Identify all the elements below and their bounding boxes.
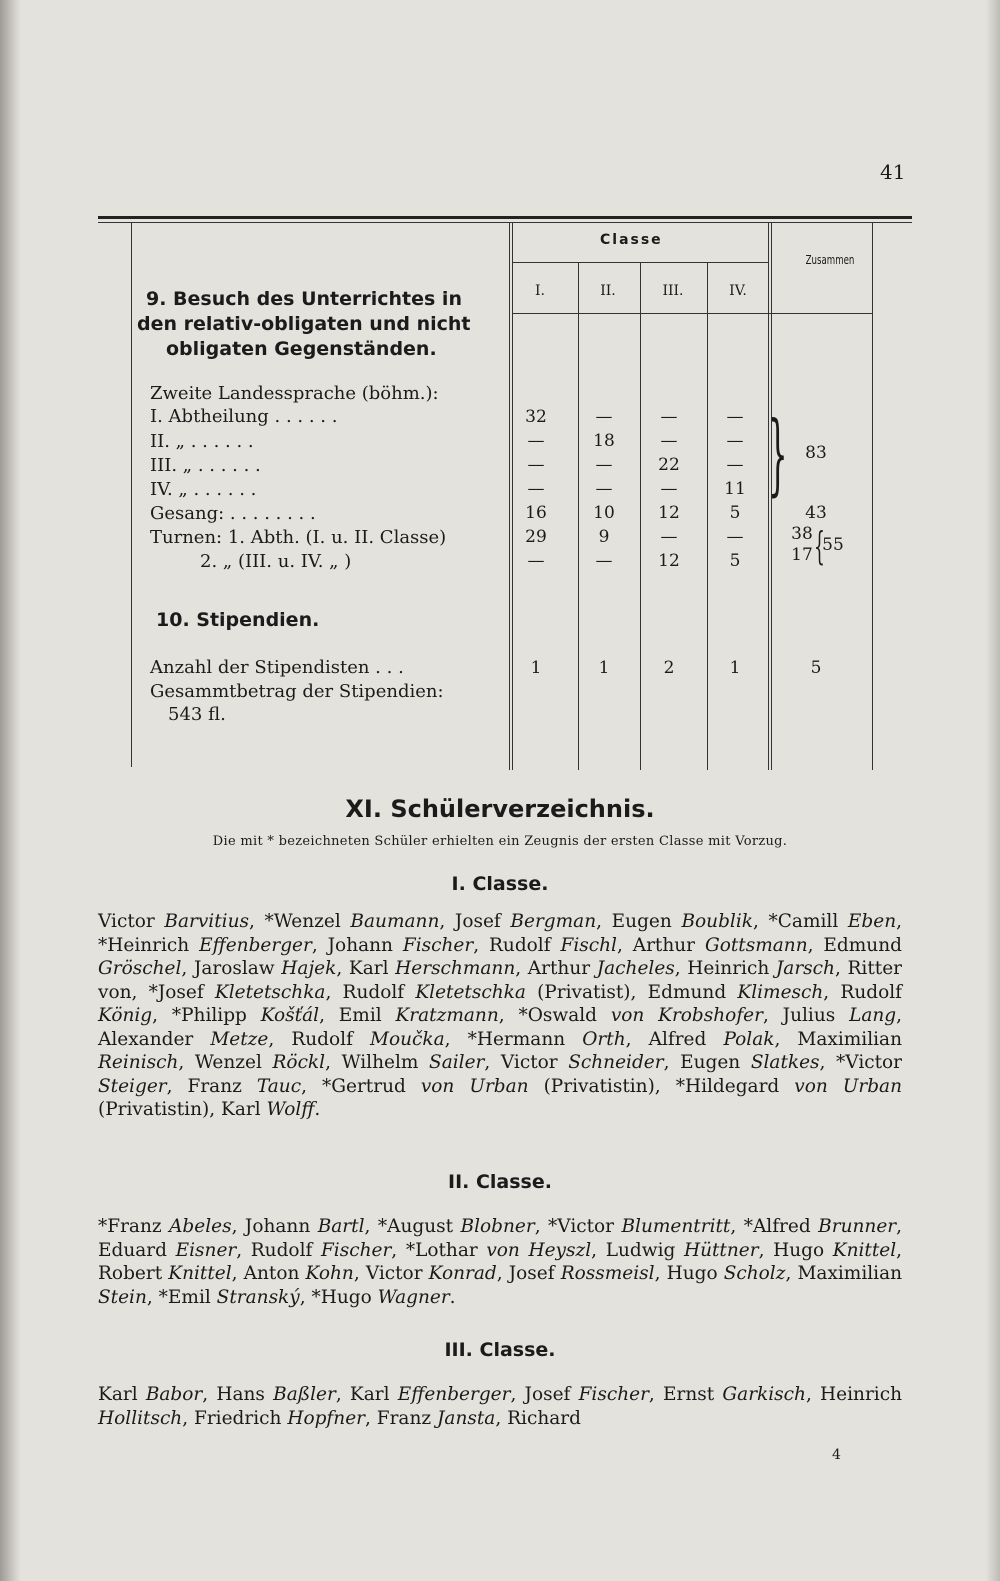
row-label: I. Abtheilung . . . . . . bbox=[150, 406, 338, 427]
student-surname: Bartl bbox=[317, 1216, 365, 1237]
total-turnen-2: 17 bbox=[791, 545, 813, 565]
student-entry: Johann Bartl, bbox=[244, 1216, 378, 1237]
student-surname: Orth bbox=[582, 1028, 626, 1050]
student-entry: Jaroslaw Hajek, bbox=[193, 958, 349, 979]
cell: — bbox=[660, 527, 678, 547]
student-surname: Stranský bbox=[216, 1286, 300, 1308]
cell: — bbox=[660, 431, 678, 451]
student-surname: Metze bbox=[210, 1028, 269, 1050]
student-surname: Fischer bbox=[320, 1239, 392, 1261]
student-surname: Jacheles bbox=[596, 958, 675, 979]
student-entry: Rudolf Fischl, bbox=[488, 934, 633, 956]
signature-mark: 4 bbox=[832, 1447, 841, 1463]
student-entry: Arthur Gottsmann, bbox=[632, 934, 824, 956]
student-entry: Richard bbox=[507, 1407, 581, 1429]
row-label: Gesang: . . . . . . . . bbox=[150, 503, 316, 524]
class2-title: II. Classe. bbox=[448, 1171, 552, 1193]
student-surname: Moučka bbox=[370, 1028, 445, 1050]
student-entry: *Heinrich Effenberger, bbox=[98, 934, 328, 956]
student-entry: Josef Rossmeisl, bbox=[508, 1263, 667, 1284]
student-entry: Wenzel Röckl, bbox=[194, 1052, 342, 1073]
student-entry: Johann Fischer, bbox=[327, 934, 489, 956]
page-number: 41 bbox=[880, 160, 906, 184]
student-surname: Blobner bbox=[460, 1216, 535, 1237]
student-entry: *Hildegard von Urban (Privatistin), bbox=[98, 1075, 903, 1120]
cell: 22 bbox=[658, 455, 680, 475]
cell: 16 bbox=[525, 503, 547, 523]
student-surname: Wagner bbox=[377, 1286, 450, 1308]
student-entry: Hugo Scholz, bbox=[666, 1263, 798, 1284]
cell: 12 bbox=[658, 551, 680, 571]
brace-turnen: { bbox=[814, 524, 825, 568]
stip-cell: 1 bbox=[729, 658, 741, 678]
student-entry: *Wenzel Baumann, bbox=[264, 911, 455, 932]
col-header-4: IV. bbox=[729, 283, 747, 299]
student-entry: Hans Baßler, bbox=[216, 1384, 350, 1405]
table-divider-col3 bbox=[640, 262, 641, 770]
student-entry: Ernst Garkisch, bbox=[663, 1384, 821, 1405]
table-divider-col2 bbox=[578, 262, 579, 770]
cell: — bbox=[726, 407, 744, 427]
col-header-1: I. bbox=[535, 283, 545, 299]
student-entry: Victor Schneider, bbox=[500, 1052, 681, 1073]
student-surname: Tauc bbox=[256, 1075, 302, 1097]
student-surname: Babor bbox=[145, 1384, 203, 1405]
table-top-rule bbox=[98, 216, 912, 219]
total-languages: 83 bbox=[805, 443, 827, 463]
student-surname: von Urban bbox=[420, 1075, 529, 1097]
cell: — bbox=[527, 479, 545, 499]
brace-languages: } bbox=[768, 402, 788, 505]
student-surname: Lang bbox=[849, 1005, 897, 1026]
cell: — bbox=[527, 431, 545, 451]
cell: — bbox=[726, 527, 744, 547]
student-entry: *Josef Kletetschka, bbox=[148, 981, 343, 1003]
student-surname: Gröschel bbox=[98, 958, 182, 979]
cell: — bbox=[595, 551, 613, 571]
cell: 9 bbox=[598, 527, 610, 547]
student-surname: von Urban bbox=[794, 1075, 903, 1097]
class1-title: I. Classe. bbox=[451, 873, 549, 895]
student-surname: Hüttner bbox=[683, 1239, 759, 1261]
betrag-amount: 543 fl. bbox=[168, 704, 226, 725]
section9-title-1: 9. Besuch des Unterrichtes in bbox=[146, 288, 462, 310]
student-entry: *Oswald von Krobshofer, bbox=[518, 1005, 783, 1026]
student-surname: Gottsmann bbox=[704, 934, 808, 956]
class2-student-list bbox=[98, 1215, 902, 1309]
student-surname: Boublik bbox=[681, 911, 753, 932]
student-surname: Barvitius bbox=[164, 911, 249, 932]
row-label: 2. „ (III. u. IV. „ ) bbox=[200, 551, 352, 572]
col-header-3: III. bbox=[662, 283, 684, 299]
total-header: Zusammen bbox=[805, 253, 855, 267]
section10-title: 10. Stipendien. bbox=[156, 609, 320, 631]
student-surname: Effenberger bbox=[199, 934, 312, 956]
student-surname: Blumentritt bbox=[621, 1216, 731, 1237]
student-surname: von Heyszl bbox=[486, 1239, 592, 1261]
student-entry: *Franz Abeles, bbox=[98, 1216, 245, 1237]
student-entry: Rudolf Kletetschka (Privatist), bbox=[342, 981, 648, 1003]
student-surname: Kletetschka bbox=[214, 981, 326, 1003]
section9-title-3: obligaten Gegenständen. bbox=[166, 338, 437, 360]
student-entry: Anton Kohn, bbox=[243, 1263, 366, 1284]
table-right-border bbox=[872, 222, 873, 770]
student-surname: Scholz bbox=[723, 1263, 786, 1284]
student-entry: Alfred Polak, bbox=[648, 1028, 798, 1050]
student-surname: Slatkes bbox=[750, 1052, 820, 1073]
student-entry: Karl Wolff. bbox=[221, 1099, 321, 1120]
student-surname: Herschmann bbox=[395, 958, 516, 979]
total-gesang: 43 bbox=[805, 503, 827, 523]
student-entry: Eduard Eisner, bbox=[98, 1239, 251, 1261]
student-entry: *Camill Eben, bbox=[768, 911, 903, 932]
student-surname: Stein bbox=[98, 1286, 147, 1308]
student-surname: Reinisch bbox=[98, 1052, 179, 1073]
student-surname: Hopfner bbox=[287, 1407, 365, 1429]
section11-note: Die mit * bezeichneten Schüler erhielten ein Zeugnis der ersten Classe mit Vorzug. bbox=[212, 834, 788, 849]
cell: 18 bbox=[593, 431, 615, 451]
student-entry: Heinrich Jarsch, Ritter von, bbox=[98, 958, 902, 1003]
student-surname: Steiger bbox=[98, 1075, 167, 1097]
student-surname: Wolff bbox=[266, 1099, 315, 1120]
student-surname: König bbox=[98, 1005, 153, 1026]
cell: — bbox=[660, 479, 678, 499]
table-classe-rule bbox=[512, 262, 768, 263]
student-entry: Victor Barvitius, bbox=[98, 911, 265, 932]
total-turnen-1: 38 bbox=[791, 524, 813, 544]
betrag-label: Gesammtbetrag der Stipendien: bbox=[150, 681, 444, 702]
student-entry: *Hermann Orth, bbox=[467, 1028, 649, 1050]
student-surname: Sailer bbox=[429, 1052, 485, 1073]
table-top-rule-thin bbox=[98, 222, 912, 223]
student-entry: Maximilian Stein, bbox=[98, 1263, 903, 1308]
cell: — bbox=[527, 551, 545, 571]
student-surname: Kohn bbox=[305, 1263, 354, 1284]
student-surname: Kratzmann bbox=[395, 1005, 499, 1026]
student-entry: Eugen Slatkes, bbox=[680, 1052, 837, 1073]
class1-student-list bbox=[98, 910, 902, 1122]
student-surname: von Krobshofer bbox=[610, 1005, 763, 1026]
table-divider-label-2 bbox=[512, 222, 513, 770]
student-entry: Edmund Gröschel, bbox=[98, 934, 902, 979]
table-divider-label bbox=[509, 222, 510, 770]
zweite-label: Zweite Landessprache (böhm.): bbox=[150, 383, 439, 404]
student-entry: *Alfred Brunner, bbox=[743, 1216, 903, 1237]
cell: — bbox=[726, 431, 744, 451]
student-surname: Brunner bbox=[818, 1216, 897, 1237]
student-entry: Ludwig Hüttner, bbox=[605, 1239, 774, 1261]
student-surname: Knittel bbox=[832, 1239, 897, 1261]
student-entry: Karl Herschmann, bbox=[348, 958, 528, 979]
cell: 29 bbox=[525, 527, 547, 547]
cell: — bbox=[527, 455, 545, 475]
table-left-border bbox=[131, 222, 132, 767]
student-surname: Bergman bbox=[510, 911, 597, 932]
student-surname: Polak bbox=[723, 1028, 775, 1050]
student-entry: Wilhelm Sailer, bbox=[341, 1052, 501, 1073]
stip-cell: 1 bbox=[598, 658, 610, 678]
student-surname: Garkisch bbox=[722, 1384, 806, 1405]
classe-header: Classe bbox=[600, 232, 663, 248]
student-surname: Fischer bbox=[402, 934, 474, 956]
section9-title-2: den relativ-obligaten und nicht bbox=[137, 313, 471, 335]
student-surname: Eben bbox=[847, 911, 897, 932]
student-entry: Rudolf Fischer, bbox=[250, 1239, 406, 1261]
table-header-rule bbox=[512, 313, 872, 314]
row-label: Turnen: 1. Abth. (I. u. II. Classe) bbox=[150, 527, 447, 548]
student-surname: Baumann bbox=[350, 911, 440, 932]
student-entry: Julius Lang, bbox=[782, 1005, 903, 1026]
student-entry: Karl Effenberger, bbox=[349, 1384, 525, 1405]
student-entry: Arthur Jacheles, bbox=[527, 958, 688, 979]
student-entry: Robert Knittel, bbox=[98, 1263, 244, 1284]
class3-title: III. Classe. bbox=[444, 1339, 556, 1361]
stip-label: Anzahl der Stipendisten . . . bbox=[150, 657, 404, 678]
cell: 5 bbox=[729, 551, 741, 571]
cell: 10 bbox=[593, 503, 615, 523]
stip-cell: 2 bbox=[663, 658, 675, 678]
student-entry: Karl Babor, bbox=[98, 1384, 217, 1405]
cell: 11 bbox=[724, 479, 746, 499]
stip-total: 5 bbox=[810, 658, 822, 678]
student-surname: Effenberger bbox=[397, 1384, 511, 1405]
student-surname: Fischer bbox=[578, 1384, 649, 1405]
student-surname: Jansta bbox=[437, 1407, 496, 1429]
student-entry: Friedrich Hopfner, bbox=[194, 1407, 377, 1429]
col-header-2: II. bbox=[600, 283, 616, 299]
student-surname: Röckl bbox=[272, 1052, 326, 1073]
cell: 5 bbox=[729, 503, 741, 523]
student-surname: Klimesch bbox=[737, 981, 824, 1003]
student-entry: Rudolf Moučka, bbox=[291, 1028, 468, 1050]
student-surname: Baßler bbox=[273, 1384, 336, 1405]
cell: — bbox=[595, 455, 613, 475]
cell: 32 bbox=[525, 407, 547, 427]
student-surname: Hajek bbox=[281, 958, 337, 979]
student-surname: Schneider bbox=[568, 1052, 664, 1073]
class3-student-list bbox=[98, 1383, 902, 1430]
student-entry: Hugo Knittel, bbox=[773, 1239, 903, 1261]
student-entry: Edmund Klimesch, bbox=[647, 981, 841, 1003]
student-surname: Rossmeisl bbox=[560, 1263, 655, 1284]
student-entry: *Gertrud von Urban (Privatistin), bbox=[321, 1075, 676, 1097]
student-entry: Rudolf König, bbox=[98, 981, 902, 1026]
student-entry: *August Blobner, bbox=[377, 1216, 549, 1237]
student-surname: Košťál bbox=[260, 1005, 320, 1026]
student-entry: Franz Tauc, bbox=[187, 1075, 322, 1097]
total-turnen: 55 bbox=[822, 535, 844, 555]
student-entry: *Hugo Wagner. bbox=[311, 1286, 456, 1308]
student-entry: Heinrich Hollitsch, bbox=[98, 1384, 902, 1429]
student-surname: Abeles bbox=[169, 1216, 232, 1237]
student-surname: Eisner bbox=[175, 1239, 237, 1261]
student-entry: Emil Kratzmann, bbox=[338, 1005, 519, 1026]
student-entry: Franz Jansta, bbox=[376, 1407, 508, 1429]
student-entry: Josef Bergman, bbox=[454, 911, 612, 932]
student-entry: Josef Fischer, bbox=[524, 1384, 663, 1405]
student-entry: *Philipp Košťál, bbox=[171, 1005, 339, 1026]
student-entry: Maximilian Reinisch, bbox=[98, 1028, 902, 1073]
student-surname: Fischl bbox=[560, 934, 617, 956]
student-entry: *Victor Blumentritt, bbox=[548, 1216, 744, 1237]
cell: — bbox=[726, 455, 744, 475]
student-surname: Konrad bbox=[428, 1263, 497, 1284]
student-surname: Knittel bbox=[168, 1263, 232, 1284]
section11-title: XI. Schülerverzeichnis. bbox=[345, 795, 655, 823]
student-entry: *Lothar von Heyszl, bbox=[405, 1239, 606, 1261]
student-entry: Victor Konrad, bbox=[365, 1263, 509, 1284]
cell: — bbox=[660, 407, 678, 427]
student-surname: Hollitsch bbox=[98, 1407, 183, 1429]
student-surname: Kletetschka bbox=[415, 981, 526, 1003]
student-entry: Eugen Boublik, bbox=[611, 911, 769, 932]
student-entry: *Emil Stranský, bbox=[158, 1286, 312, 1308]
row-label: IV. „ . . . . . . bbox=[150, 479, 257, 500]
cell: — bbox=[595, 407, 613, 427]
row-label: II. „ . . . . . . bbox=[150, 431, 254, 452]
cell: — bbox=[595, 479, 613, 499]
student-entry: Alexander Metze, bbox=[98, 1028, 292, 1050]
row-label: III. „ . . . . . . bbox=[150, 455, 261, 476]
student-entry: *Victor Steiger, bbox=[98, 1052, 903, 1097]
cell: 12 bbox=[658, 503, 680, 523]
student-surname: Jarsch bbox=[775, 958, 835, 979]
stip-cell: 1 bbox=[530, 658, 542, 678]
table-divider-col4 bbox=[707, 262, 708, 770]
